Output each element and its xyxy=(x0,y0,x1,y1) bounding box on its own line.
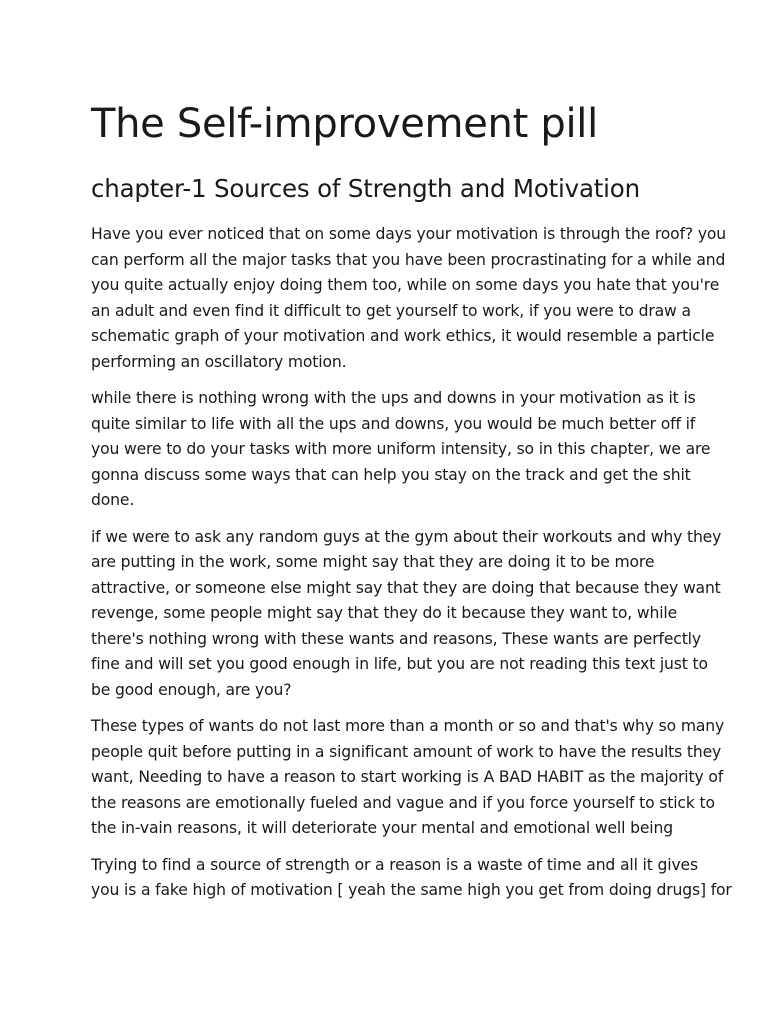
document-body xyxy=(91,222,732,915)
paragraph-line: the reasons are emotionally fueled and vague and if you force yourself to stick to xyxy=(91,793,715,812)
paragraph xyxy=(91,853,732,904)
paragraph-line: quite similar to life with all the ups and downs, you would be much better off if xyxy=(91,414,696,433)
paragraph-line: people quit before putting in a significant amount of work to have the results they xyxy=(91,742,722,761)
paragraph-line: an adult and even find it difficult to get yourself to work, if you were to draw a xyxy=(91,301,691,320)
paragraph-line: fine and will set you good enough in life, but you are not reading this text just to xyxy=(91,655,708,673)
paragraph-line: you quite actually enjoy doing them too, while on some days you hate that you're xyxy=(91,276,720,294)
paragraph-line: Trying to find a source of strength or a reason is a waste of time and all it gives xyxy=(91,855,698,874)
paragraph xyxy=(91,222,727,375)
paragraph xyxy=(91,386,711,514)
paragraph-line: performing an oscillatory motion. xyxy=(91,352,347,371)
paragraph-line: are putting in the work, some might say that they are doing it to be more xyxy=(91,553,655,571)
paragraph-line: if we were to ask any random guys at the gym about their workouts and why they xyxy=(91,527,722,546)
paragraph-line: can perform all the major tasks that you have been procrastinating for a while and xyxy=(91,250,726,269)
paragraph-line: you is a fake high of motivation [ yeah the same high you get from doing drugs] for xyxy=(91,881,732,899)
paragraph-line: These types of wants do not last more than a month or so and that's why so many xyxy=(91,717,725,735)
paragraph-line: while there is nothing wrong with the ups and downs in your motivation as it is xyxy=(91,389,696,407)
paragraph-line: the in-vain reasons, it will deteriorate your mental and emotional well being xyxy=(91,819,673,837)
paragraph-line: attractive, or someone else might say that they are doing that because they want xyxy=(91,578,721,597)
paragraph-line: done. xyxy=(91,491,135,509)
paragraph-line: you were to do your tasks with more uniform intensity, so in this chapter, we are xyxy=(91,440,711,458)
paragraph-line: be good enough, are you? xyxy=(91,680,292,699)
paragraph-line: gonna discuss some ways that can help you stay on the track and get the shit xyxy=(91,465,691,484)
paragraph xyxy=(91,525,722,704)
chapter-heading: chapter-1 Sources of Strength and Motivation xyxy=(91,174,640,203)
paragraph-line: there's nothing wrong with these wants and reasons, These wants are perfectly xyxy=(91,629,701,648)
document-title: The Self-improvement pill xyxy=(91,101,598,147)
paragraph-line: Have you ever noticed that on some days your motivation is through the roof? you xyxy=(91,225,727,243)
paragraph-line: revenge, some people might say that they do it because they want to, while xyxy=(91,604,678,622)
paragraph-line: schematic graph of your motivation and work ethics, it would resemble a particle xyxy=(91,327,715,345)
paragraph xyxy=(91,714,725,842)
paragraph-line: want, Needing to have a reason to start working is A BAD HABIT as the majority of xyxy=(91,768,724,786)
